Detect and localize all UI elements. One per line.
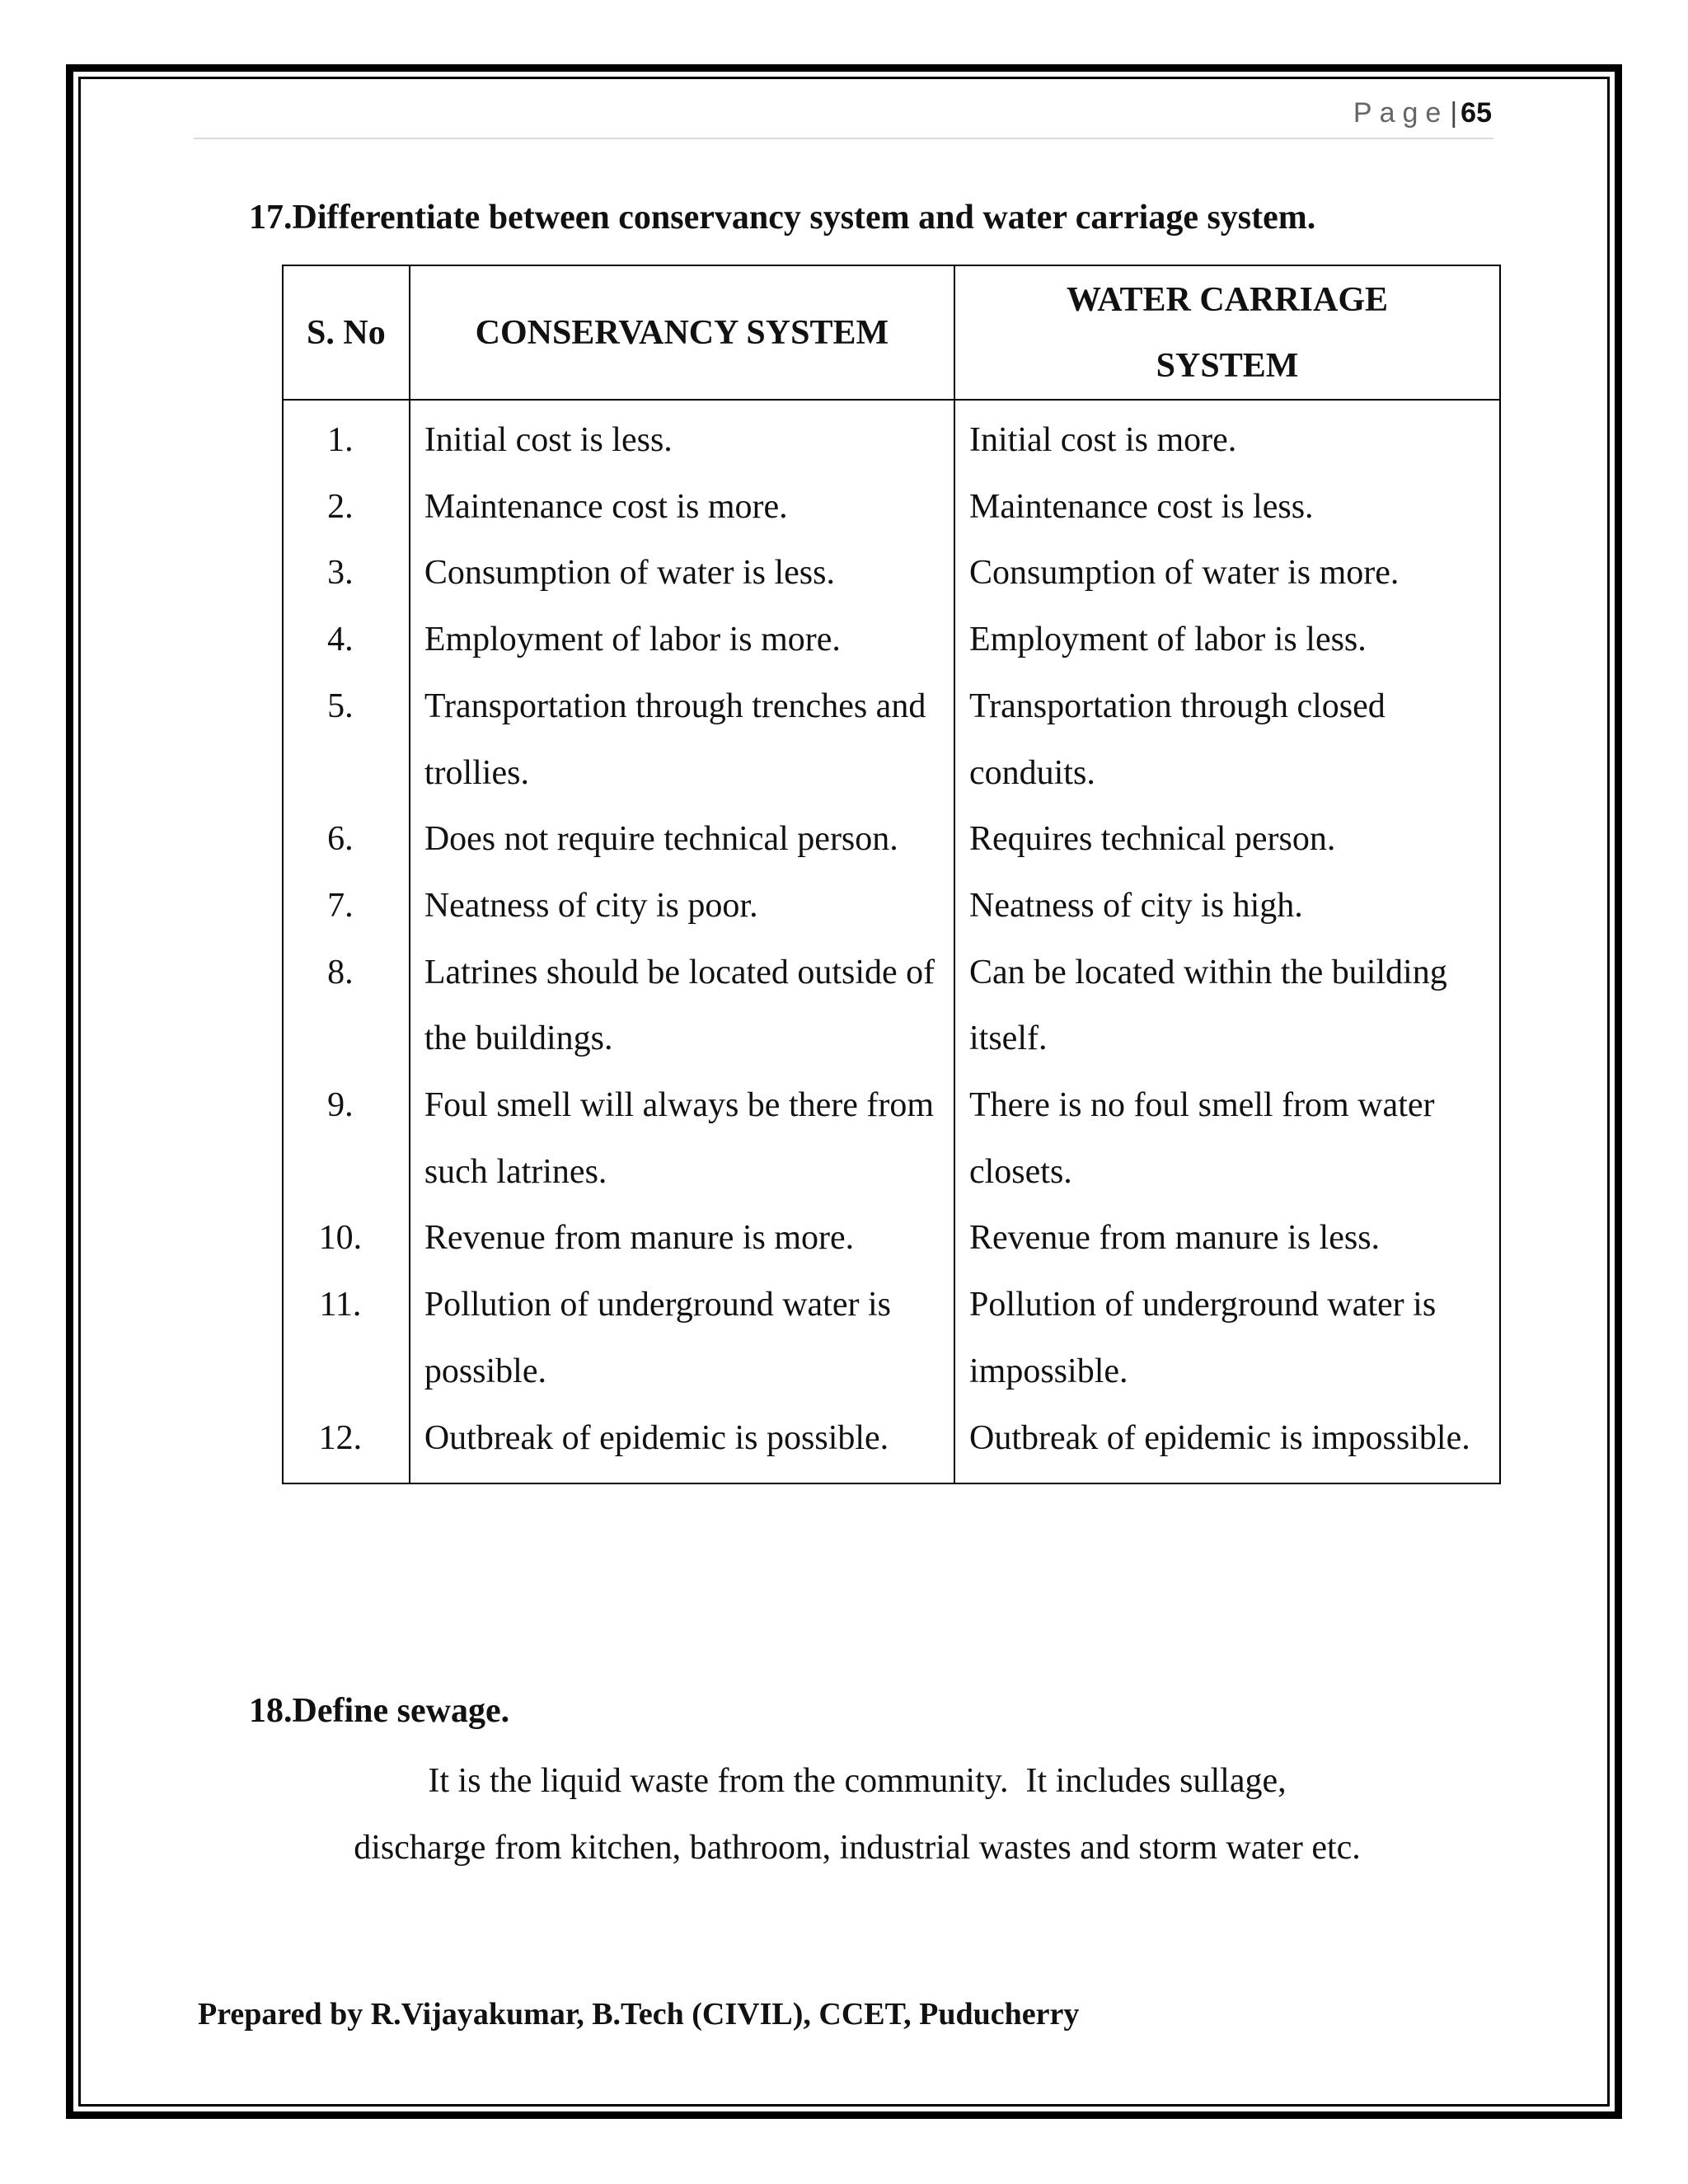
row-water-carriage: Consumption of water is more. (954, 540, 1500, 607)
row-sno: 9. (283, 1072, 410, 1205)
table-row (283, 940, 1500, 1072)
row-conservancy: Latrines should be located outside of the buildings. (410, 940, 954, 1072)
table-row (283, 400, 1500, 474)
row-sno: 10. (283, 1205, 410, 1272)
row-conservancy: Does not require technical person. (410, 806, 954, 873)
row-water-carriage: Initial cost is more. (954, 400, 1500, 474)
table-row (283, 1205, 1500, 1272)
header-water-line2: SYSTEM (1156, 346, 1299, 385)
row-conservancy: Initial cost is less. (410, 400, 954, 474)
header-water-carriage (954, 265, 1500, 400)
question-18-title: 18.Define sewage. (249, 1692, 510, 1730)
page-number: 65 (1461, 97, 1492, 129)
row-water-carriage: Outbreak of epidemic is impossible. (954, 1405, 1500, 1484)
table-row (283, 806, 1500, 873)
table-row (283, 540, 1500, 607)
row-water-carriage: Pollution of underground water is impossible. (954, 1272, 1500, 1404)
row-sno: 8. (283, 940, 410, 1072)
row-conservancy: Maintenance cost is more. (410, 474, 954, 541)
row-water-carriage: Revenue from manure is less. (954, 1205, 1500, 1272)
row-sno: 3. (283, 540, 410, 607)
definition-line-2: discharge from kitchen, bathroom, industrial wastes and storm water etc. (354, 1828, 1361, 1867)
table-row (283, 607, 1500, 673)
row-conservancy: Foul smell will always be there from such latrines. (410, 1072, 954, 1205)
row-water-carriage: Employment of labor is less. (954, 607, 1500, 673)
row-sno: 5. (283, 673, 410, 806)
comparison-table (282, 265, 1501, 1484)
table-row (283, 1405, 1500, 1484)
row-water-carriage: Maintenance cost is less. (954, 474, 1500, 541)
row-water-carriage: Can be located within the building itself. (954, 940, 1500, 1072)
row-sno: 1. (283, 400, 410, 474)
table-row (283, 1272, 1500, 1404)
row-conservancy: Employment of labor is more. (410, 607, 954, 673)
row-conservancy: Outbreak of epidemic is possible. (410, 1405, 954, 1484)
header-conservancy: CONSERVANCY SYSTEM (410, 265, 954, 400)
row-sno: 11. (283, 1272, 410, 1404)
table-body (283, 400, 1500, 1483)
row-sno: 2. (283, 474, 410, 541)
table-row (283, 673, 1500, 806)
table-row (283, 873, 1500, 940)
row-sno: 4. (283, 607, 410, 673)
row-conservancy: Transportation through trenches and trollies. (410, 673, 954, 806)
row-water-carriage: Requires technical person. (954, 806, 1500, 873)
table-row (283, 1072, 1500, 1205)
row-conservancy: Neatness of city is poor. (410, 873, 954, 940)
page-label: Page (1353, 97, 1449, 129)
question-17-title: 17.Differentiate between conservancy system and water carriage system. (249, 199, 1316, 237)
table-header-row (283, 265, 1500, 400)
footer-credit: Prepared by R.Vijayakumar, B.Tech (CIVIL), CCET, Puducherry (198, 1997, 1080, 2032)
header-water-line1: WATER CARRIAGE (1066, 280, 1389, 319)
sewage-definition (272, 1748, 1442, 1881)
definition-line-1: It is the liquid waste from the community. It includes sullage, (428, 1762, 1287, 1800)
row-conservancy: Pollution of underground water is possible. (410, 1272, 954, 1404)
page-number-header (989, 97, 1492, 129)
row-sno: 6. (283, 806, 410, 873)
row-conservancy: Consumption of water is less. (410, 540, 954, 607)
row-sno: 12. (283, 1405, 410, 1484)
row-water-carriage: There is no foul smell from water closets. (954, 1072, 1500, 1205)
row-sno: 7. (283, 873, 410, 940)
row-conservancy: Revenue from manure is more. (410, 1205, 954, 1272)
header-sno: S. No (283, 265, 410, 400)
header-rule (194, 138, 1493, 139)
row-water-carriage: Neatness of city is high. (954, 873, 1500, 940)
page-separator: | (1450, 97, 1458, 129)
row-water-carriage: Transportation through closed conduits. (954, 673, 1500, 806)
table-row (283, 474, 1500, 541)
